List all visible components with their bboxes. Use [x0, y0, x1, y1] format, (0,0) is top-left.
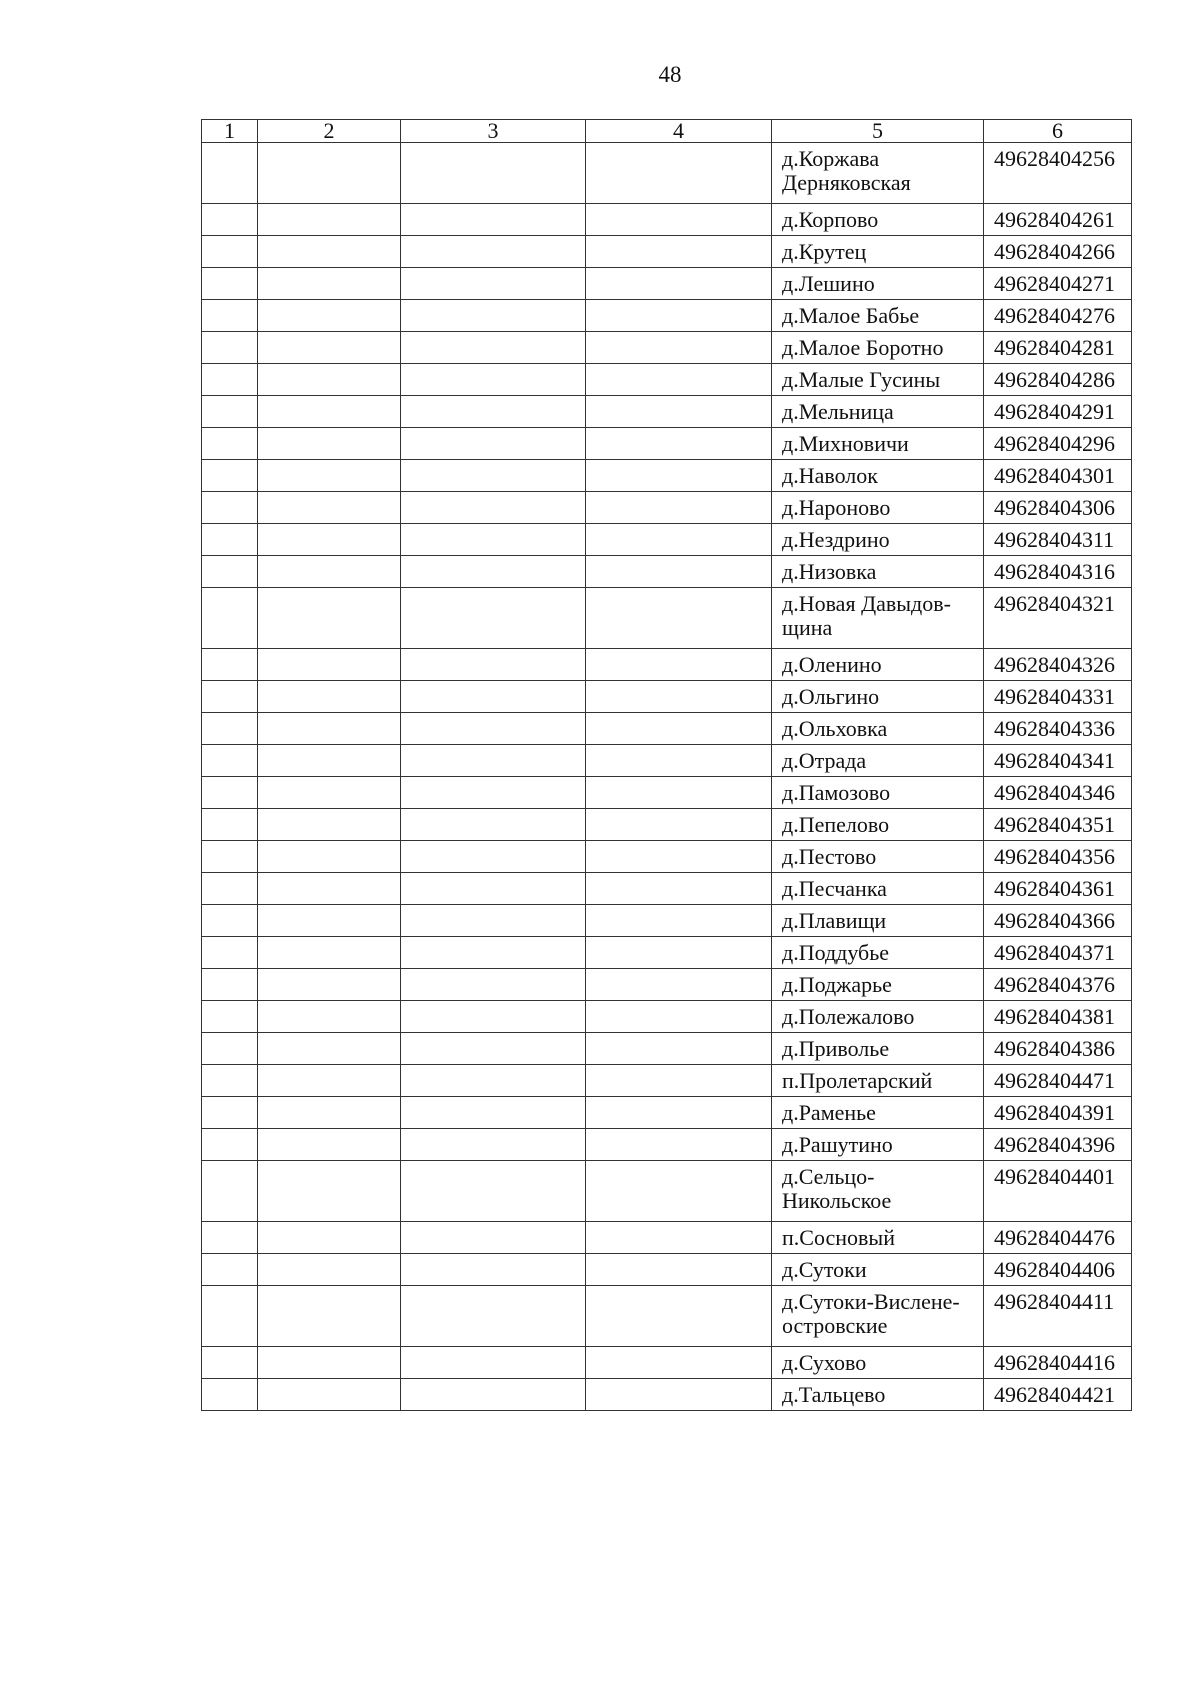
- oktmo-code-cell: 49628404381: [984, 1001, 1132, 1033]
- settlement-name-cell: д.Малое Боротно: [772, 332, 984, 364]
- empty-cell-col-4: [586, 777, 772, 809]
- empty-cell-col-3: [401, 556, 586, 588]
- settlement-name-cell: д.Нароново: [772, 492, 984, 524]
- empty-cell-col-4: [586, 969, 772, 1001]
- empty-cell-col-1: [202, 1065, 258, 1097]
- oktmo-code-cell: 49628404416: [984, 1347, 1132, 1379]
- empty-cell-col-1: [202, 1379, 258, 1411]
- empty-cell-col-2: [258, 937, 401, 969]
- empty-cell-col-2: [258, 428, 401, 460]
- empty-cell-col-3: [401, 1129, 586, 1161]
- table-row: [202, 713, 1132, 745]
- empty-cell-col-4: [586, 524, 772, 556]
- table-row: [202, 556, 1132, 588]
- oktmo-code-cell: 49628404296: [984, 428, 1132, 460]
- empty-cell-col-2: [258, 556, 401, 588]
- empty-cell-col-2: [258, 300, 401, 332]
- empty-cell-col-2: [258, 713, 401, 745]
- empty-cell-col-3: [401, 1347, 586, 1379]
- empty-cell-col-2: [258, 1254, 401, 1286]
- empty-cell-col-4: [586, 204, 772, 236]
- empty-cell-col-4: [586, 556, 772, 588]
- empty-cell-col-3: [401, 905, 586, 937]
- settlement-name-cell: д.Отрада: [772, 745, 984, 777]
- empty-cell-col-3: [401, 713, 586, 745]
- settlement-name-cell: п.Пролетарский: [772, 1065, 984, 1097]
- empty-cell-col-3: [401, 649, 586, 681]
- empty-cell-col-4: [586, 1033, 772, 1065]
- empty-cell-col-4: [586, 1001, 772, 1033]
- empty-cell-col-1: [202, 588, 258, 649]
- empty-cell-col-1: [202, 681, 258, 713]
- empty-cell-col-4: [586, 649, 772, 681]
- oktmo-code-cell: 49628404351: [984, 809, 1132, 841]
- table-row: [202, 649, 1132, 681]
- table-row: [202, 396, 1132, 428]
- empty-cell-col-1: [202, 777, 258, 809]
- empty-cell-col-4: [586, 1222, 772, 1254]
- empty-cell-col-4: [586, 873, 772, 905]
- empty-cell-col-4: [586, 841, 772, 873]
- empty-cell-col-1: [202, 873, 258, 905]
- table-row: [202, 588, 1132, 649]
- empty-cell-col-4: [586, 1065, 772, 1097]
- empty-cell-col-3: [401, 364, 586, 396]
- settlement-name-cell: д.Малое Бабье: [772, 300, 984, 332]
- empty-cell-col-3: [401, 873, 586, 905]
- table-row: [202, 745, 1132, 777]
- settlement-name-cell: д.Сутоки: [772, 1254, 984, 1286]
- settlement-name-cell: д.Низовка: [772, 556, 984, 588]
- empty-cell-col-3: [401, 969, 586, 1001]
- column-header-5: 5: [772, 120, 984, 143]
- empty-cell-col-3: [401, 460, 586, 492]
- table-row: [202, 873, 1132, 905]
- empty-cell-col-3: [401, 1001, 586, 1033]
- column-header-1: 1: [202, 120, 258, 143]
- table-row: [202, 969, 1132, 1001]
- empty-cell-col-3: [401, 809, 586, 841]
- empty-cell-col-2: [258, 1347, 401, 1379]
- settlement-name-cell: д.Корпово: [772, 204, 984, 236]
- empty-cell-col-2: [258, 1129, 401, 1161]
- empty-cell-col-3: [401, 588, 586, 649]
- empty-cell-col-1: [202, 745, 258, 777]
- empty-cell-col-1: [202, 1254, 258, 1286]
- table-row: [202, 204, 1132, 236]
- empty-cell-col-2: [258, 1379, 401, 1411]
- oktmo-code-cell: 49628404336: [984, 713, 1132, 745]
- empty-cell-col-2: [258, 809, 401, 841]
- empty-cell-col-4: [586, 1254, 772, 1286]
- empty-cell-col-2: [258, 492, 401, 524]
- table-row: [202, 492, 1132, 524]
- empty-cell-col-2: [258, 1222, 401, 1254]
- empty-cell-col-1: [202, 268, 258, 300]
- table-row: [202, 1129, 1132, 1161]
- empty-cell-col-1: [202, 396, 258, 428]
- empty-cell-col-1: [202, 524, 258, 556]
- table-row: [202, 1254, 1132, 1286]
- empty-cell-col-3: [401, 396, 586, 428]
- settlement-name-cell: д.Пестово: [772, 841, 984, 873]
- empty-cell-col-3: [401, 745, 586, 777]
- table-row: [202, 236, 1132, 268]
- empty-cell-col-3: [401, 268, 586, 300]
- oktmo-code-cell: 49628404306: [984, 492, 1132, 524]
- settlement-name-cell: д.Сутоки-Вислене-островские: [772, 1286, 984, 1347]
- empty-cell-col-3: [401, 428, 586, 460]
- table-row: [202, 681, 1132, 713]
- empty-cell-col-4: [586, 236, 772, 268]
- oktmo-code-cell: 49628404266: [984, 236, 1132, 268]
- table-row: [202, 1097, 1132, 1129]
- empty-cell-col-2: [258, 236, 401, 268]
- empty-cell-col-2: [258, 588, 401, 649]
- oktmo-code-cell: 49628404386: [984, 1033, 1132, 1065]
- oktmo-code-cell: 49628404291: [984, 396, 1132, 428]
- empty-cell-col-2: [258, 649, 401, 681]
- empty-cell-col-4: [586, 681, 772, 713]
- oktmo-code-cell: 49628404261: [984, 204, 1132, 236]
- settlement-name-cell: д.Тальцево: [772, 1379, 984, 1411]
- empty-cell-col-2: [258, 460, 401, 492]
- oktmo-code-cell: 49628404286: [984, 364, 1132, 396]
- empty-cell-col-1: [202, 300, 258, 332]
- settlement-name-cell: д.Плавищи: [772, 905, 984, 937]
- empty-cell-col-2: [258, 1065, 401, 1097]
- oktmo-code-cell: 49628404341: [984, 745, 1132, 777]
- empty-cell-col-1: [202, 143, 258, 204]
- empty-cell-col-1: [202, 713, 258, 745]
- empty-cell-col-1: [202, 649, 258, 681]
- table-row: [202, 1286, 1132, 1347]
- empty-cell-col-4: [586, 428, 772, 460]
- empty-cell-col-1: [202, 236, 258, 268]
- table-row: [202, 1033, 1132, 1065]
- table-row: [202, 524, 1132, 556]
- oktmo-code-cell: 49628404301: [984, 460, 1132, 492]
- empty-cell-col-1: [202, 1129, 258, 1161]
- empty-cell-col-3: [401, 1097, 586, 1129]
- settlement-name-cell: д.Коржава Дерняковская: [772, 143, 984, 204]
- settlement-name-cell: д.Памозово: [772, 777, 984, 809]
- oktmo-code-cell: 49628404371: [984, 937, 1132, 969]
- column-header-6: 6: [984, 120, 1132, 143]
- empty-cell-col-2: [258, 873, 401, 905]
- settlement-name-cell: д.Оленино: [772, 649, 984, 681]
- settlement-name-cell: д.Наволок: [772, 460, 984, 492]
- table-row: [202, 809, 1132, 841]
- table-row: [202, 1161, 1132, 1222]
- empty-cell-col-3: [401, 1161, 586, 1222]
- table-row: [202, 460, 1132, 492]
- empty-cell-col-1: [202, 905, 258, 937]
- oktmo-code-cell: 49628404391: [984, 1097, 1132, 1129]
- empty-cell-col-4: [586, 143, 772, 204]
- settlement-name-cell: д.Поджарье: [772, 969, 984, 1001]
- oktmo-code-cell: 49628404406: [984, 1254, 1132, 1286]
- table-row: [202, 777, 1132, 809]
- empty-cell-col-4: [586, 492, 772, 524]
- column-header-3: 3: [401, 120, 586, 143]
- settlement-name-cell: д.Ольгино: [772, 681, 984, 713]
- empty-cell-col-3: [401, 1379, 586, 1411]
- table-row: [202, 364, 1132, 396]
- table-row: [202, 332, 1132, 364]
- empty-cell-col-2: [258, 777, 401, 809]
- empty-cell-col-3: [401, 492, 586, 524]
- empty-cell-col-2: [258, 364, 401, 396]
- settlement-name-cell: д.Нездрино: [772, 524, 984, 556]
- settlements-table: [201, 119, 1132, 1411]
- empty-cell-col-1: [202, 969, 258, 1001]
- empty-cell-col-3: [401, 524, 586, 556]
- empty-cell-col-4: [586, 937, 772, 969]
- empty-cell-col-4: [586, 460, 772, 492]
- settlement-name-cell: д.Раменье: [772, 1097, 984, 1129]
- empty-cell-col-1: [202, 1161, 258, 1222]
- empty-cell-col-2: [258, 204, 401, 236]
- table-row: [202, 143, 1132, 204]
- empty-cell-col-3: [401, 143, 586, 204]
- column-number-row: [202, 120, 1132, 143]
- empty-cell-col-3: [401, 681, 586, 713]
- oktmo-code-cell: 49628404471: [984, 1065, 1132, 1097]
- empty-cell-col-4: [586, 364, 772, 396]
- empty-cell-col-2: [258, 841, 401, 873]
- empty-cell-col-2: [258, 1001, 401, 1033]
- empty-cell-col-1: [202, 492, 258, 524]
- oktmo-code-cell: 49628404401: [984, 1161, 1132, 1222]
- settlement-name-cell: д.Лешино: [772, 268, 984, 300]
- oktmo-code-cell: 49628404421: [984, 1379, 1132, 1411]
- empty-cell-col-1: [202, 1001, 258, 1033]
- empty-cell-col-1: [202, 1222, 258, 1254]
- empty-cell-col-4: [586, 1097, 772, 1129]
- empty-cell-col-4: [586, 588, 772, 649]
- empty-cell-col-3: [401, 204, 586, 236]
- empty-cell-col-4: [586, 809, 772, 841]
- oktmo-code-cell: 49628404271: [984, 268, 1132, 300]
- oktmo-code-cell: 49628404311: [984, 524, 1132, 556]
- empty-cell-col-1: [202, 1347, 258, 1379]
- empty-cell-col-3: [401, 1222, 586, 1254]
- table-row: [202, 300, 1132, 332]
- empty-cell-col-4: [586, 905, 772, 937]
- empty-cell-col-1: [202, 428, 258, 460]
- empty-cell-col-1: [202, 809, 258, 841]
- settlement-name-cell: д.Ольховка: [772, 713, 984, 745]
- empty-cell-col-3: [401, 1033, 586, 1065]
- empty-cell-col-3: [401, 937, 586, 969]
- empty-cell-col-1: [202, 364, 258, 396]
- table-row: [202, 937, 1132, 969]
- table-row: [202, 1222, 1132, 1254]
- empty-cell-col-3: [401, 1286, 586, 1347]
- empty-cell-col-3: [401, 300, 586, 332]
- empty-cell-col-3: [401, 841, 586, 873]
- table-body: [202, 143, 1132, 1411]
- empty-cell-col-1: [202, 937, 258, 969]
- settlement-name-cell: д.Крутец: [772, 236, 984, 268]
- empty-cell-col-4: [586, 1379, 772, 1411]
- settlement-name-cell: д.Сельцо-Никольское: [772, 1161, 984, 1222]
- empty-cell-col-4: [586, 1347, 772, 1379]
- oktmo-code-cell: 49628404346: [984, 777, 1132, 809]
- table-row: [202, 1001, 1132, 1033]
- table-row: [202, 268, 1132, 300]
- oktmo-code-cell: 49628404321: [984, 588, 1132, 649]
- settlement-name-cell: п.Сосновый: [772, 1222, 984, 1254]
- table-row: [202, 1347, 1132, 1379]
- empty-cell-col-4: [586, 268, 772, 300]
- settlement-name-cell: д.Сухово: [772, 1347, 984, 1379]
- empty-cell-col-1: [202, 204, 258, 236]
- oktmo-code-cell: 49628404281: [984, 332, 1132, 364]
- table-row: [202, 1065, 1132, 1097]
- oktmo-code-cell: 49628404316: [984, 556, 1132, 588]
- empty-cell-col-2: [258, 332, 401, 364]
- empty-cell-col-1: [202, 460, 258, 492]
- settlement-name-cell: д.Поддубье: [772, 937, 984, 969]
- oktmo-code-cell: 49628404366: [984, 905, 1132, 937]
- empty-cell-col-4: [586, 396, 772, 428]
- oktmo-code-cell: 49628404331: [984, 681, 1132, 713]
- empty-cell-col-4: [586, 1129, 772, 1161]
- empty-cell-col-4: [586, 332, 772, 364]
- oktmo-code-cell: 49628404276: [984, 300, 1132, 332]
- settlement-name-cell: д.Новая Давыдов-щина: [772, 588, 984, 649]
- empty-cell-col-1: [202, 332, 258, 364]
- empty-cell-col-2: [258, 396, 401, 428]
- table-row: [202, 841, 1132, 873]
- settlement-name-cell: д.Михновичи: [772, 428, 984, 460]
- empty-cell-col-2: [258, 1097, 401, 1129]
- empty-cell-col-1: [202, 1286, 258, 1347]
- empty-cell-col-4: [586, 1286, 772, 1347]
- empty-cell-col-2: [258, 143, 401, 204]
- settlement-name-cell: д.Рашутино: [772, 1129, 984, 1161]
- oktmo-code-cell: 49628404256: [984, 143, 1132, 204]
- oktmo-code-cell: 49628404376: [984, 969, 1132, 1001]
- table-row: [202, 1379, 1132, 1411]
- settlement-name-cell: д.Пепелово: [772, 809, 984, 841]
- empty-cell-col-2: [258, 1161, 401, 1222]
- oktmo-code-cell: 49628404326: [984, 649, 1132, 681]
- empty-cell-col-3: [401, 332, 586, 364]
- empty-cell-col-1: [202, 1033, 258, 1065]
- settlement-name-cell: д.Малые Гусины: [772, 364, 984, 396]
- oktmo-code-cell: 49628404356: [984, 841, 1132, 873]
- empty-cell-col-4: [586, 713, 772, 745]
- settlement-name-cell: д.Приволье: [772, 1033, 984, 1065]
- empty-cell-col-1: [202, 1097, 258, 1129]
- oktmo-code-cell: 49628404411: [984, 1286, 1132, 1347]
- empty-cell-col-3: [401, 777, 586, 809]
- oktmo-code-cell: 49628404396: [984, 1129, 1132, 1161]
- oktmo-code-cell: 49628404361: [984, 873, 1132, 905]
- empty-cell-col-3: [401, 1065, 586, 1097]
- empty-cell-col-2: [258, 524, 401, 556]
- empty-cell-col-2: [258, 1286, 401, 1347]
- column-header-4: 4: [586, 120, 772, 143]
- empty-cell-col-4: [586, 300, 772, 332]
- empty-cell-col-3: [401, 236, 586, 268]
- oktmo-code-cell: 49628404476: [984, 1222, 1132, 1254]
- empty-cell-col-4: [586, 745, 772, 777]
- empty-cell-col-1: [202, 556, 258, 588]
- table-row: [202, 428, 1132, 460]
- settlement-name-cell: д.Мельница: [772, 396, 984, 428]
- empty-cell-col-2: [258, 969, 401, 1001]
- empty-cell-col-2: [258, 681, 401, 713]
- empty-cell-col-1: [202, 841, 258, 873]
- empty-cell-col-2: [258, 1033, 401, 1065]
- column-header-2: 2: [258, 120, 401, 143]
- empty-cell-col-2: [258, 268, 401, 300]
- page-number: 48: [658, 62, 682, 87]
- empty-cell-col-3: [401, 1254, 586, 1286]
- settlement-name-cell: д.Песчанка: [772, 873, 984, 905]
- settlement-name-cell: д.Полежалово: [772, 1001, 984, 1033]
- empty-cell-col-2: [258, 745, 401, 777]
- empty-cell-col-2: [258, 905, 401, 937]
- table-row: [202, 905, 1132, 937]
- empty-cell-col-4: [586, 1161, 772, 1222]
